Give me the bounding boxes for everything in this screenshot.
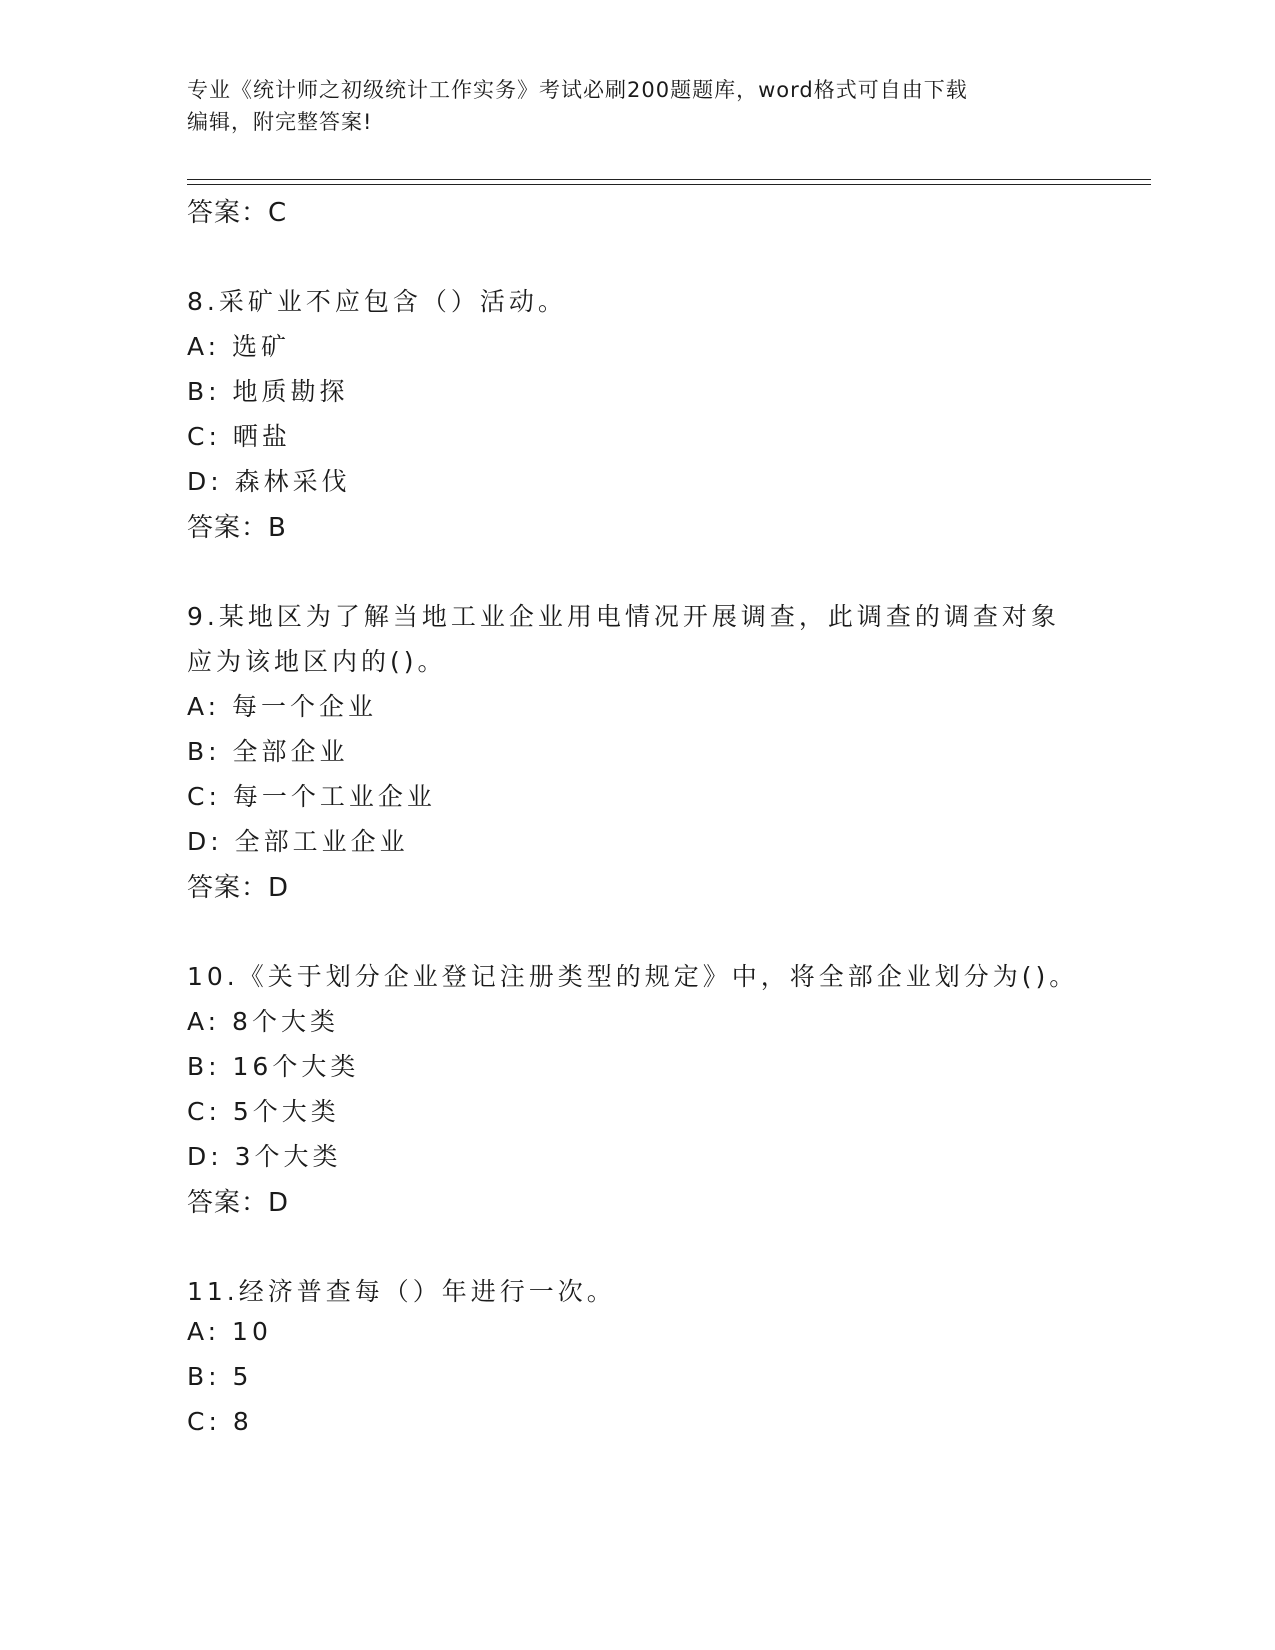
previous-answer: 答案：C [187, 198, 288, 228]
question-9-stem-line-1: 9.某地区为了解当地工业企业用电情况开展调查，此调查的调查对象 [187, 602, 1060, 631]
question-11-stem: 11.经济普查每（）年进行一次。 [187, 1277, 616, 1306]
question-9-option-b: B: 全部企业 [187, 737, 349, 766]
question-8-option-c: C: 晒盐 [187, 422, 291, 451]
question-10-option-d: D: 3个大类 [187, 1142, 342, 1171]
question-8-answer: 答案：B [187, 513, 287, 543]
question-10-option-b: B: 16个大类 [187, 1052, 360, 1081]
question-9-answer: 答案：D [187, 873, 290, 903]
question-10-answer: 答案：D [187, 1188, 290, 1218]
header-divider-top [187, 179, 1151, 180]
question-9-stem-line-2: 应为该地区内的()。 [187, 647, 447, 676]
question-9-option-c: C: 每一个工业企业 [187, 782, 436, 811]
question-10-option-a: A: 8个大类 [187, 1007, 339, 1036]
question-10-stem: 10.《关于划分企业登记注册类型的规定》中，将全部企业划分为()。 [187, 962, 1079, 991]
header-line-1: 专业《统计师之初级统计工作实务》考试必刷200题题库，word格式可自由下载 [187, 78, 968, 102]
question-11-option-c: C: 8 [187, 1407, 253, 1436]
question-9-option-a: A: 每一个企业 [187, 692, 378, 721]
header-line-2: 编辑，附完整答案! [187, 110, 373, 134]
question-8-option-a: A: 选矿 [187, 332, 291, 361]
header-divider-bottom [187, 184, 1151, 185]
question-9-option-d: D: 全部工业企业 [187, 827, 409, 856]
question-8-stem: 8.采矿业不应包含（）活动。 [187, 287, 567, 316]
question-11-option-b: B: 5 [187, 1362, 253, 1391]
question-11-option-a: A: 10 [187, 1317, 272, 1346]
document-header-note [187, 74, 1087, 138]
question-10-option-c: C: 5个大类 [187, 1097, 340, 1126]
question-8-option-d: D: 森林采伐 [187, 467, 351, 496]
question-8-option-b: B: 地质勘探 [187, 377, 349, 406]
